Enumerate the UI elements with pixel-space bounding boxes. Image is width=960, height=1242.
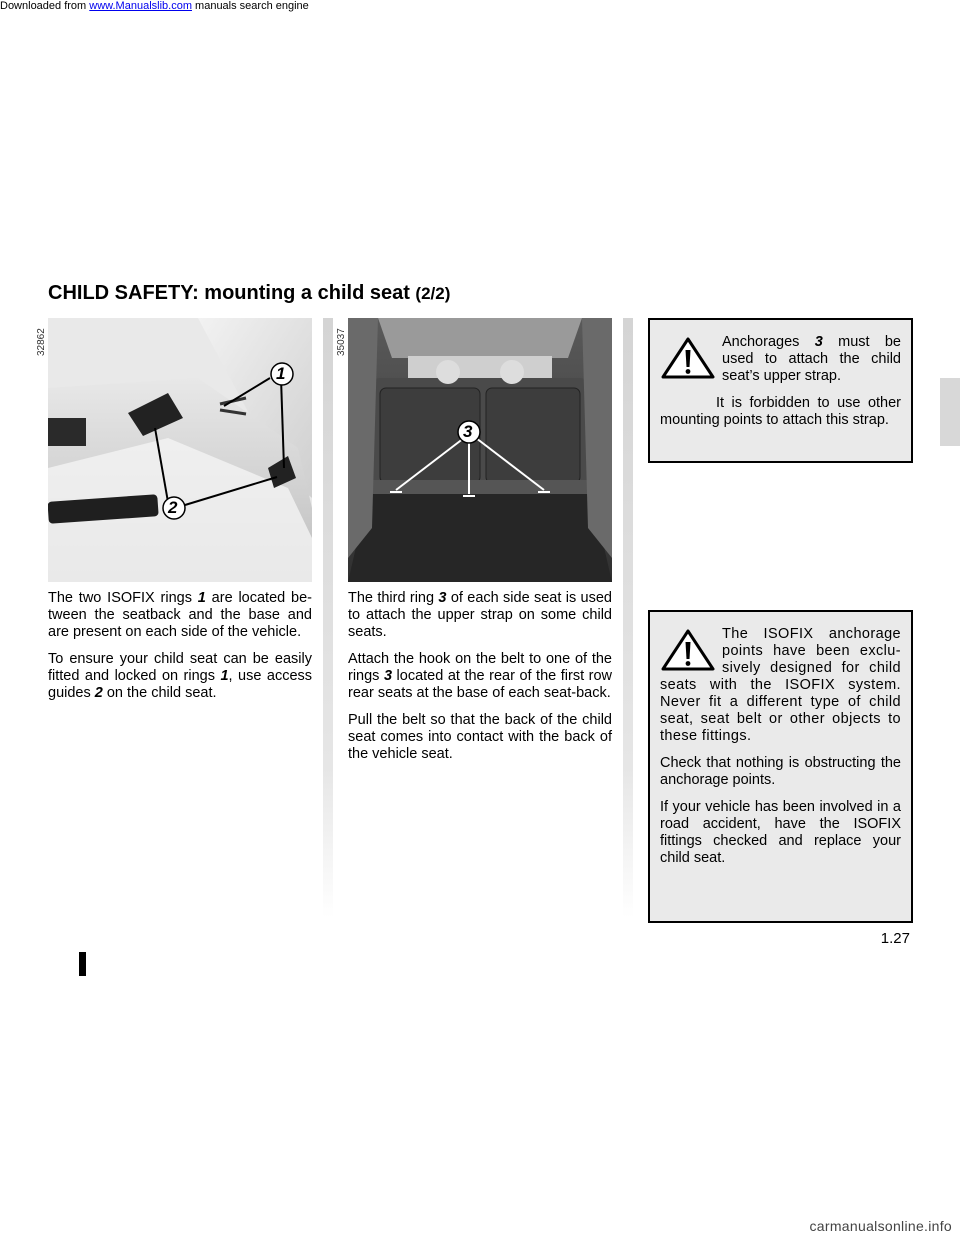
paragraph: The third ring 3 of each side seat is used to attach the upper strap on some child seats.: [348, 590, 612, 640]
photo-code-2: 35037: [336, 328, 347, 356]
column-2-text: [348, 590, 612, 773]
watermark: carmanualsonline.info: [809, 1218, 952, 1234]
paragraph: Attach the hook on the belt to one of the rings 3 located at the rear of the first row rear seats at the base of each seat-back.: [348, 651, 612, 701]
paragraph: It is forbidden to use other mounting points to attach this strap.: [660, 395, 901, 428]
warning-triangle-icon: [660, 628, 716, 672]
column-divider-right: [623, 318, 633, 918]
section-tab: [940, 378, 960, 446]
manualslib-link[interactable]: www.Manualslib.com: [89, 0, 192, 12]
page-title: CHILD SAFETY: mounting a child seat (2/2): [48, 282, 451, 304]
callout-label-3: 3: [463, 422, 473, 441]
paragraph: To ensure your child seat can be easily fitted and locked on rings 1, use access guides 2 on the child seat.: [48, 651, 313, 701]
column-1-text: [48, 590, 312, 712]
paragraph: Anchorages 3 must be used to attach the child seat’s upper strap.: [722, 334, 901, 384]
paragraph: Pull the belt so that the back of the child seat comes into contact with the back of the vehicle seat.: [348, 712, 612, 762]
callout-label-1: 1: [276, 364, 286, 383]
rear-seat-rings-photo: [348, 318, 612, 582]
paragraph: Check that nothing is obstructing the anchorage points.: [660, 755, 901, 788]
download-banner: Downloaded from www.Manualslib.com manuals search engine: [0, 0, 309, 12]
page-number: 1.27: [880, 930, 910, 947]
warning-box-isofix: [648, 610, 913, 923]
isofix-rings-photo: [48, 318, 312, 582]
paragraph: If your vehicle has been involved in a road accident, have the ISOFIX fittings checked and replace your child seat.: [660, 799, 901, 866]
paragraph: The two ISOFIX rings 1 are located be-tween the seatback and the base and are present on each side of the vehicle.: [48, 590, 312, 640]
warning-triangle-icon: [660, 336, 716, 380]
callout-label-2: 2: [168, 498, 178, 517]
paragraph: The ISOFIX anchorage points have been exclu-sively designed for child seats with the ISOFIX system. Never fit a different type of child seat, seat belt or other objects to these fittings.: [660, 626, 901, 744]
column-divider-left: [323, 318, 333, 918]
footer-mark: [79, 952, 86, 976]
photo-code-1: 32862: [36, 328, 47, 356]
warning-box-anchorages: [648, 318, 913, 463]
